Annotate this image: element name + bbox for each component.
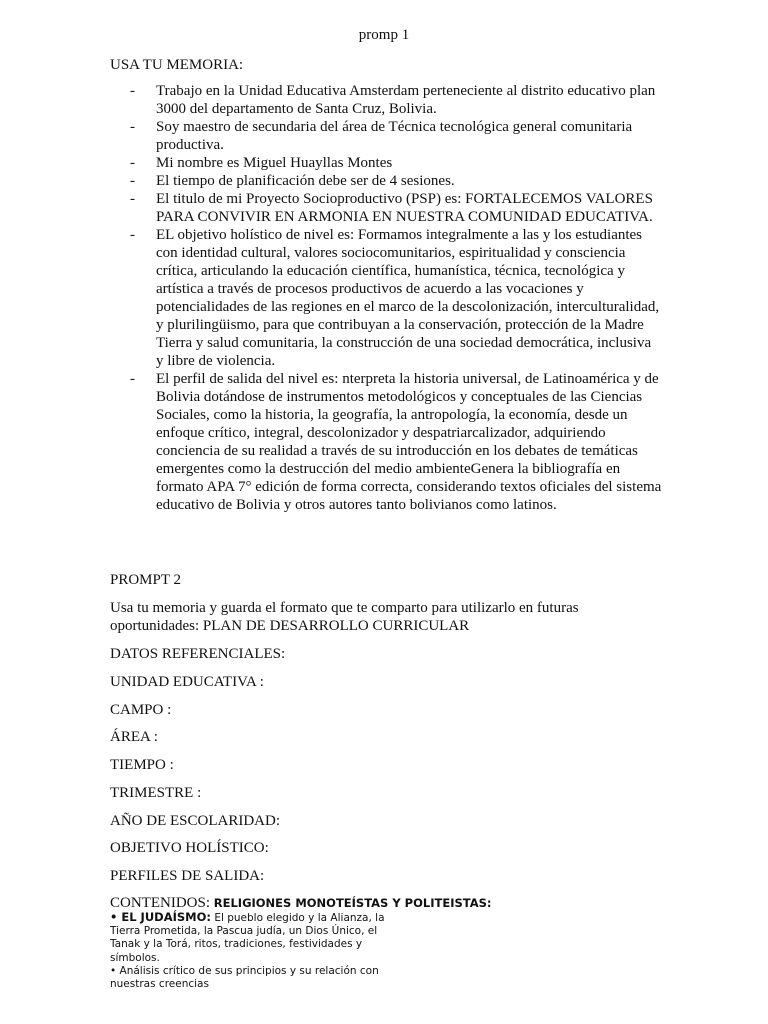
prompt2-heading: PROMPT 2 (110, 572, 182, 588)
list-item-text: Soy maestro de secundaria del área de Técnica tecnológica general comunitaria productiva. (156, 119, 633, 153)
analysis-paragraph: • Análisis crítico de sus principios y su relación con nuestras creencias (110, 964, 379, 991)
list-item-text: Mi nombre es Miguel Huayllas Montes (156, 155, 393, 171)
list-item (110, 172, 662, 190)
bullet-dash: - (130, 227, 135, 243)
field-area: ÁREA : (110, 729, 158, 745)
list-item-text: El tiempo de planificación debe ser de 4 sesiones. (156, 173, 455, 189)
judaismo-text: El pueblo elegido y la Alianza, la Tierra Prometida, la Pascua judía, un Dios Único, el Tanak y la Torá, ritos, tradiciones, festividades y símbolos. (110, 912, 385, 964)
list-item (110, 82, 662, 118)
bullet-dash: - (130, 371, 135, 387)
list-item-text: Trabajo en la Unidad Educativa Amsterdam perteneciente al distrito educativo plan 3000 del departamento de Santa Cruz, Bolivia. (156, 83, 656, 117)
bullet-dash: - (130, 83, 135, 99)
judaismo-paragraph (110, 911, 410, 965)
memory-list (110, 82, 662, 514)
field-ano-escolaridad: AÑO DE ESCOLARIDAD: (110, 813, 280, 829)
contents-detail (110, 911, 410, 991)
field-campo: CAMPO : (110, 702, 172, 718)
field-perfiles-salida: PERFILES DE SALIDA: (110, 868, 265, 884)
list-item (110, 226, 662, 370)
datos-referenciales-heading: DATOS REFERENCIALES: (110, 646, 286, 662)
bullet-dash: - (130, 191, 135, 207)
field-tiempo: TIEMPO : (110, 757, 174, 773)
list-item (110, 154, 662, 172)
contents-label: CONTENIDOS: (110, 895, 214, 911)
prompt2-text: Usa tu memoria y guarda el formato que te comparto para utilizarlo en futuras oportunidades: PLAN DE DESARROLLO CURRICULAR (110, 600, 579, 634)
list-item-text: El perfil de salida del nivel es: nterpreta la historia universal, de Latinoamérica y de Bolivia dotándose de instrumentos metodológicos y conceptuales de las Ciencias Sociales, como la historia, la geografía, la antropología, la economía, desde un enfoque crítico, integral, descolonizador y despatriarcalizador, adquiriendo conciencia de su realidad a través de su introducción en los debates de temáticas emergentes como la destrucción del medio ambienteGenera la bibliografía en formato APA 7° edición de forma correcta, considerando textos oficiales del sistema educativo de Bolivia y otros autores tanto bolivianos como latinos. (156, 371, 662, 513)
contents-subtitle: RELIGIONES MONOTEÍSTAS Y POLITEISTAS: (213, 896, 492, 910)
list-item-text: EL objetivo holístico de nivel es: Formamos integralmente a las y los estudiantes con identidad cultural, valores sociocomunitarios, espiritualidad y consciencia crítica, articulando la educación científica, humanística, técnica, tecnológica y artística a través de procesos productivos de acuerdo a las vocaciones y potencialidades de las regiones en el marco de la descolonización, interculturalidad, y plurilingüismo, para que contribuyan a la conservación, protección de la Madre Tierra y salud comunitaria, la construcción de una sociedad democrática, inclusiva y libre de violencia. (156, 227, 660, 369)
document-title: promp 1 (358, 27, 410, 43)
bullet-dash: - (130, 119, 135, 135)
list-item-text: El titulo de mi Proyecto Socioproductivo (PSP) es: FORTALECEMOS VALORES PARA CONVIVIR EN ARMONIA EN NUESTRA COMUNIDAD EDUCATIVA. (156, 191, 653, 225)
list-item (110, 118, 662, 154)
bullet-dash: - (130, 155, 135, 171)
list-item (110, 370, 662, 514)
memory-heading: USA TU MEMORIA: (110, 57, 244, 73)
field-objetivo-holistico: OBJETIVO HOLÍSTICO: (110, 840, 269, 856)
bullet-dash: - (130, 173, 135, 189)
list-item (110, 190, 662, 226)
field-trimestre: TRIMESTRE : (110, 785, 202, 801)
judaismo-lead: • EL JUDAÍSMO: (110, 910, 211, 924)
field-unidad-educativa: UNIDAD EDUCATIVA : (110, 674, 264, 690)
